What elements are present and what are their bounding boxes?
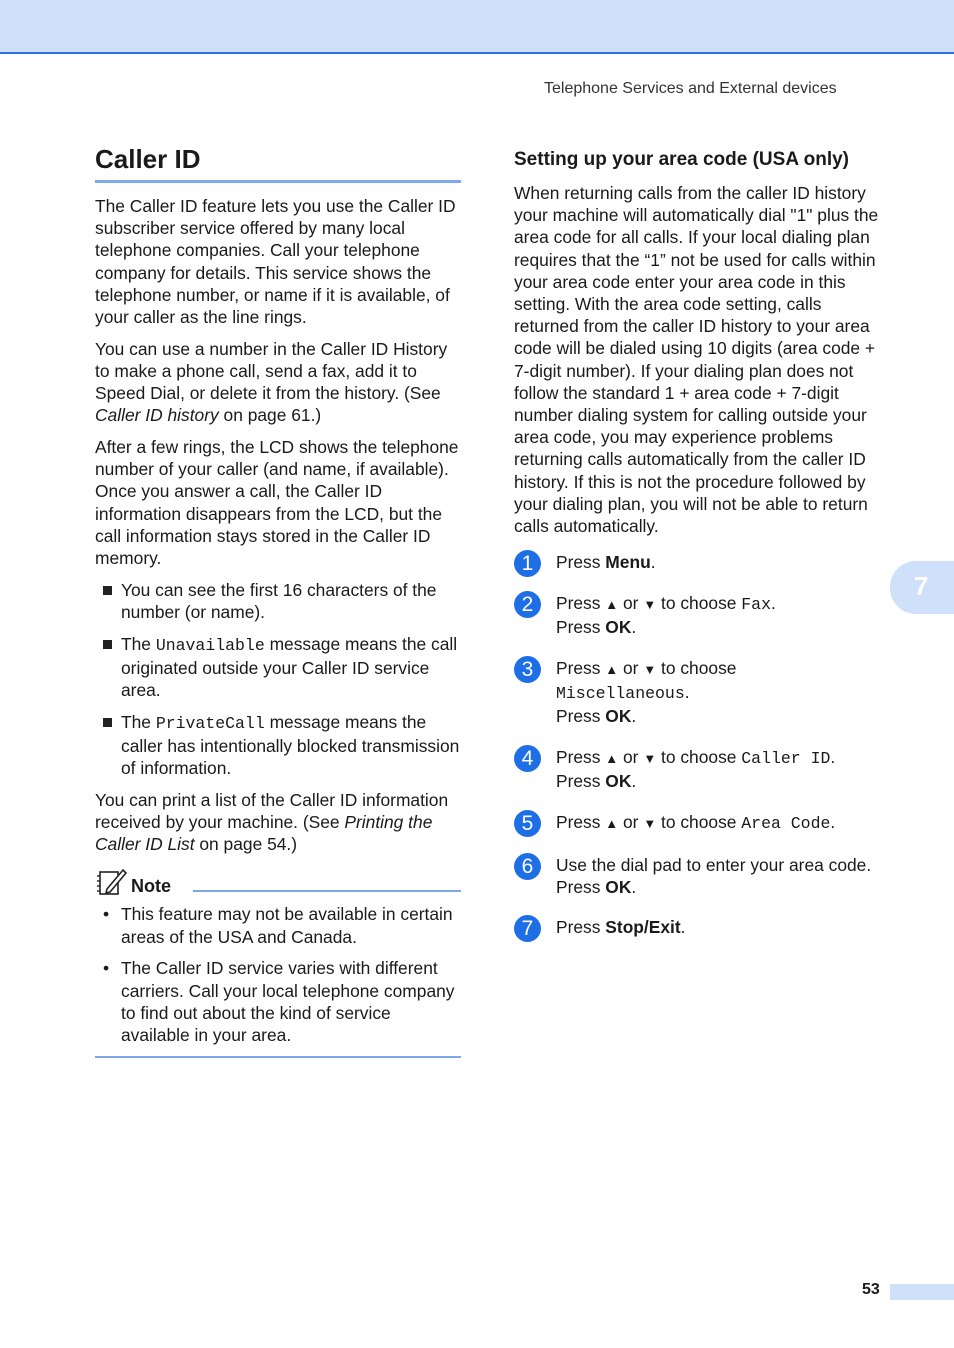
page-number: 53 [862, 1281, 880, 1298]
down-arrow-icon: ▼ [643, 815, 657, 831]
step-item: 2 Press ▲ or ▼ to choose Fax. Press OK. [514, 592, 886, 638]
step-item: 5 Press ▲ or ▼ to choose Area Code. [514, 811, 886, 835]
lcd-message: PrivateCall [155, 713, 265, 733]
ok-key: OK [605, 876, 632, 897]
step-number-badge: 7 [514, 915, 541, 942]
running-header: Telephone Services and External devices [544, 80, 837, 97]
lcd-option: Miscellaneous [556, 684, 685, 704]
lcd-option: Caller ID [741, 748, 831, 768]
note-title: Note [131, 876, 171, 897]
step-list [514, 551, 886, 941]
bullet-dot-icon: • [103, 904, 110, 925]
cross-reference-link[interactable]: Printing the Caller ID List [95, 812, 433, 855]
square-bullet-icon [103, 586, 112, 595]
step-item: 6 Use the dial pad to enter your area code. Press OK. [514, 854, 886, 898]
note-item: • This feature may not be available in certain areas of the USA and Canada. [103, 904, 453, 947]
list-item: You can see the first 16 characters of the number (or name). [95, 579, 461, 623]
lcd-message: Unavailable [155, 635, 265, 655]
up-arrow-icon: ▲ [605, 661, 619, 677]
menu-key: Menu [605, 552, 651, 573]
step-number-badge: 1 [514, 550, 541, 577]
subsection-title: Setting up your area code (USA only) [514, 149, 850, 170]
note-header [95, 865, 461, 897]
chapter-number: 7 [914, 571, 929, 601]
step-number-badge: 5 [514, 810, 541, 837]
ok-key: OK [605, 706, 632, 727]
list-item: The Unavailable message means the call originated outside your Caller ID service area. [95, 633, 461, 702]
down-arrow-icon: ▼ [643, 661, 657, 677]
top-header-band [0, 0, 954, 54]
down-arrow-icon: ▼ [643, 750, 657, 766]
footer-band [890, 1284, 954, 1300]
ok-key: OK [605, 771, 632, 792]
section-title: Caller ID [95, 142, 461, 183]
paragraph: After a few rings, the LCD shows the telephone number of your caller (and name, if available). Once you answer a call, the Caller ID information disappears from the LCD, but the call information stays stored in the Caller ID memory. [95, 437, 459, 569]
left-column [95, 142, 461, 1058]
step-item: 1 Press Menu. [514, 551, 886, 573]
bullet-dot-icon: • [103, 958, 110, 979]
list-item: The PrivateCall message means the caller has intentionally blocked transmission of information. [95, 711, 461, 780]
bullet-list [95, 579, 461, 780]
square-bullet-icon [103, 640, 112, 649]
step-number-badge: 6 [514, 853, 541, 880]
cross-reference-link[interactable]: Caller ID history [95, 405, 219, 426]
paragraph: You can print a list of the Caller ID information received by your machine. (See Printing the Caller ID List on page 54.) [95, 789, 449, 855]
step-item: 4 Press ▲ or ▼ to choose Caller ID. Press OK. [514, 746, 886, 792]
stop-exit-key: Stop/Exit [605, 917, 681, 938]
up-arrow-icon: ▲ [605, 596, 619, 612]
paragraph: The Caller ID feature lets you use the Caller ID subscriber service offered by many local telephone companies. Call your telephone company for details. This service shows the telephone number, or name if it is available, of your caller as the line rings. [95, 196, 456, 328]
ok-key: OK [605, 617, 632, 638]
step-number-badge: 4 [514, 745, 541, 772]
note-box [95, 865, 461, 1058]
paragraph: When returning calls from the caller ID history your machine will automatically dial "1" plus the area code for all calls. If your local dialing plan requires that the “1” not be used for calls within your area code enter your area code in this setting. With the area code setting, calls returned from the caller ID history to your area code will be dialed using 10 digits (area code + 7-digit number). If your dialing plan does not follow the standard 1 + area code + 7-digit number dialing system for calling outside your area code, you may experience problems returning calls automatically from the caller ID history. If this is not the procedure followed by your dialing plan, you will not be able to return calls automatically. [514, 183, 879, 537]
lcd-option: Fax [741, 594, 771, 614]
down-arrow-icon: ▼ [643, 596, 657, 612]
note-pencil-icon [97, 867, 127, 897]
chapter-tab [890, 561, 954, 614]
step-item: 3 Press ▲ or ▼ to choose Miscellaneous. Press OK. [514, 657, 886, 728]
lcd-option: Area Code [741, 813, 831, 833]
note-list [95, 903, 461, 1046]
note-divider [193, 890, 461, 892]
paragraph: You can use a number in the Caller ID History to make a phone call, send a fax, add it to Speed Dial, or delete it from the history. (See Caller ID history on page 61.) [95, 338, 448, 426]
step-item: 7 Press Stop/Exit. [514, 916, 886, 938]
note-item: • The Caller ID service varies with different carriers. Call your local telephone company to find out about the kind of service available in your area. [103, 958, 455, 1045]
up-arrow-icon: ▲ [605, 815, 619, 831]
right-column [514, 148, 886, 957]
step-number-badge: 2 [514, 591, 541, 618]
square-bullet-icon [103, 718, 112, 727]
up-arrow-icon: ▲ [605, 750, 619, 766]
step-number-badge: 3 [514, 656, 541, 683]
